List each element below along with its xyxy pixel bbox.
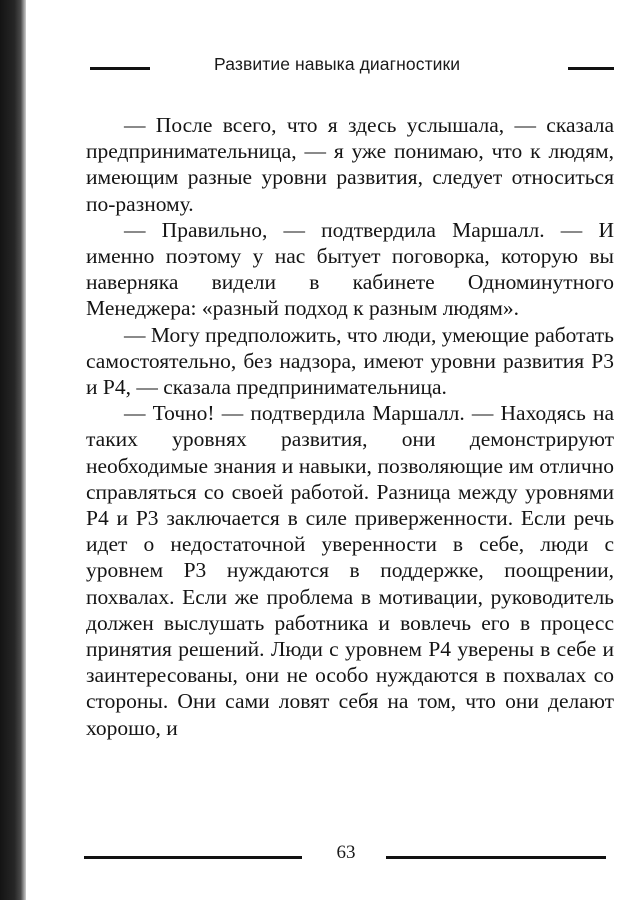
footer-rule-right <box>386 856 606 859</box>
page-number: 63 <box>336 842 356 863</box>
paragraph-1: — После всего, что я здесь услышала, — сказала предпринимательница, — я уже понимаю, что к людям, имеющим разные уровни развития, следует относиться по-разному. <box>86 113 614 216</box>
paragraph-4: — Точно! — подтвердила Маршалл. — Находясь на таких уровнях развития, они демонстрируют необходимые знания и навыки, позволяющие им отлично справляться со своей работой. Разница между уровнями Р4 и Р3 заключается в силе приверженности. Если речь идет о недостаточной уверенности в себе, люди с уровнем Р3 нуждаются в поддержке, поощрении, похвалах. Если же проблема в мотивации, руководитель должен выслушать работника и вовлечь его в процесс принятия решений. Люди с уровнем Р4 уверены в себе и заинтересованы, они не особо нуждаются в похвалах со стороны. Они сами ловят себя на том, что они делают хорошо, и <box>86 401 614 740</box>
header-rule-right <box>568 67 614 70</box>
footer-rule-left <box>84 856 302 859</box>
book-spine-shadow <box>0 0 26 900</box>
running-header <box>90 50 616 84</box>
paragraph-2: — Правильно, — подтвердила Маршалл. — И именно поэтому у нас бытует поговорка, которую вы наверняка видели в кабинете Одноминутного Менеджера: «разный подход к разным людям». <box>86 217 614 321</box>
body-text <box>86 112 614 741</box>
page-footer <box>84 840 618 880</box>
running-header-title: Развитие навыка диагностики <box>214 54 461 74</box>
paragraph-3: — Могу предположить, что люди, умеющие работать самостоятельно, без надзора, имеют уровни развития Р3 и Р4, — сказала предпринимательница. <box>86 322 614 400</box>
header-rule-left <box>90 67 150 70</box>
